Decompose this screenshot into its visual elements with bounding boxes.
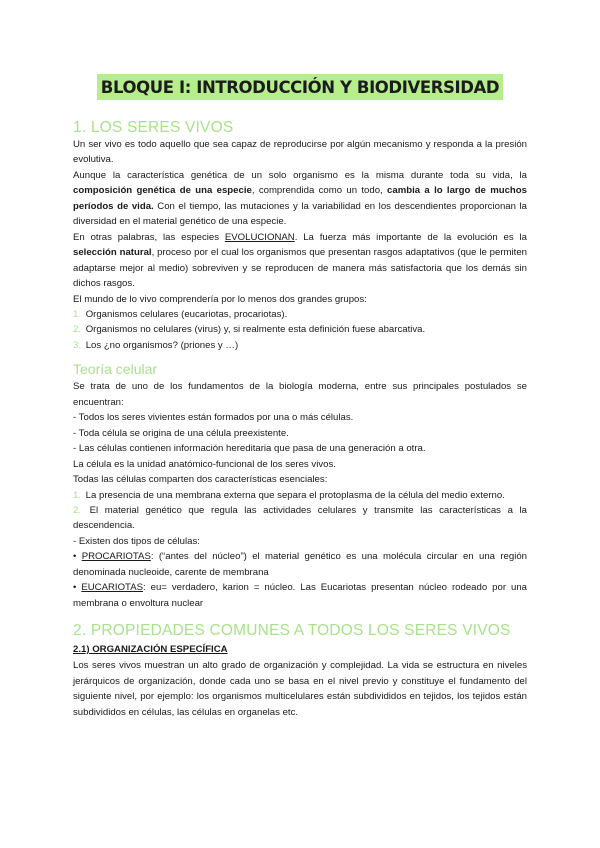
document-body bbox=[73, 115, 527, 720]
subsection-2-1-heading: 2.1) ORGANIZACIÓN ESPECÍFICA bbox=[73, 644, 228, 656]
paragraph-teoria-intro: Se trata de uno de los fundamentos de la biología moderna, entre sus principales postulados se encuentran: bbox=[73, 381, 527, 408]
postulate-item: - Todos los seres vivientes están formados por una o más células. bbox=[73, 412, 354, 424]
paragraph-tipos: - Existen dos tipos de células: bbox=[73, 535, 200, 547]
postulate-item: - Las células contienen información hereditaria que pasa de una generación a otra. bbox=[73, 443, 426, 455]
list-item: 3. Los ¿no organismos? (priones y …) bbox=[73, 339, 239, 351]
procariotas-item: • PROCARIOTAS: (“antes del núcleo”) el material genético es una molécula circular en una región denominada nucleoide, carente de membrana bbox=[73, 551, 528, 578]
section-2-heading: 2. PROPIEDADES COMUNES A TODOS LOS SERES VIVOS bbox=[73, 622, 511, 640]
eucariotas-item: • EUCARIOTAS: eu= verdadero, karion = núcleo. Las Eucariotas presentan núcleo rodeado por una membrana o envoltura nuclear bbox=[73, 582, 527, 609]
paragraph-unidad: La célula es la unidad anatómico-funcional de los seres vivos. bbox=[73, 458, 336, 470]
paragraph-groups: El mundo de lo vivo comprendería por lo menos dos grandes grupos: bbox=[73, 293, 367, 305]
title-wrap bbox=[0, 74, 600, 100]
paragraph-evolution: En otras palabras, las especies EVOLUCIONAN. La fuerza más importante de la evolución es la selección natural, proceso por el cual los organismos que presentan rasgos adaptativos (que le permiten adaptarse mejor al medio) sobreviven y se reproducen de manera más satisfactoria que los demás sin dichos rasgos. bbox=[73, 231, 527, 290]
characteristic-item: 2. El material genético que regula las actividades celulares y transmite las características a la descendencia. bbox=[73, 504, 527, 532]
section-1-heading: 1. LOS SERES VIVOS bbox=[73, 119, 234, 136]
postulate-item: - Toda célula se origina de una célula preexistente. bbox=[73, 427, 289, 439]
page-title: BLOQUE I: INTRODUCCIÓN Y BIODIVERSIDAD bbox=[97, 74, 503, 100]
paragraph-organizacion: Los seres vivos muestran un alto grado de organización y complejidad. La vida se estructura en niveles jerárquicos de organización, donde cada uno se basa en el nivel previo y constituye el fundamento del siguiente nivel, por ejemplo: los organismos multicelulares están subdivididos en tejidos, los tejidos están subdivididos en células, las células en organelas etc. bbox=[73, 660, 527, 718]
list-item: 2. Organismos no celulares (virus) y, si realmente esta definición fuese abarcativa. bbox=[73, 324, 426, 336]
characteristic-item: 1. La presencia de una membrana externa que separa el protoplasma de la célula del medio externo. bbox=[73, 489, 505, 501]
teoria-celular-heading: Teoría celular bbox=[73, 361, 158, 378]
paragraph-definition: Un ser vivo es todo aquello que sea capaz de reproducirse por algún mecanismo y responda a la presión evolutiva. bbox=[73, 139, 527, 166]
paragraph-genetics: Aunque la característica genética de un solo organismo es la misma durante toda su vida, la composición genética de una especie, comprendida como un todo, cambia a lo largo de muchos períodos de vida. Con el tiempo, las mutaciones y la variabilidad en los descendientes proporcionan la diversidad en el material genético de una especie. bbox=[73, 169, 527, 228]
list-item: 1. Organismos celulares (eucariotas, procariotas). bbox=[73, 308, 288, 320]
paragraph-comparten: Todas las células comparten dos características esenciales: bbox=[73, 474, 328, 486]
